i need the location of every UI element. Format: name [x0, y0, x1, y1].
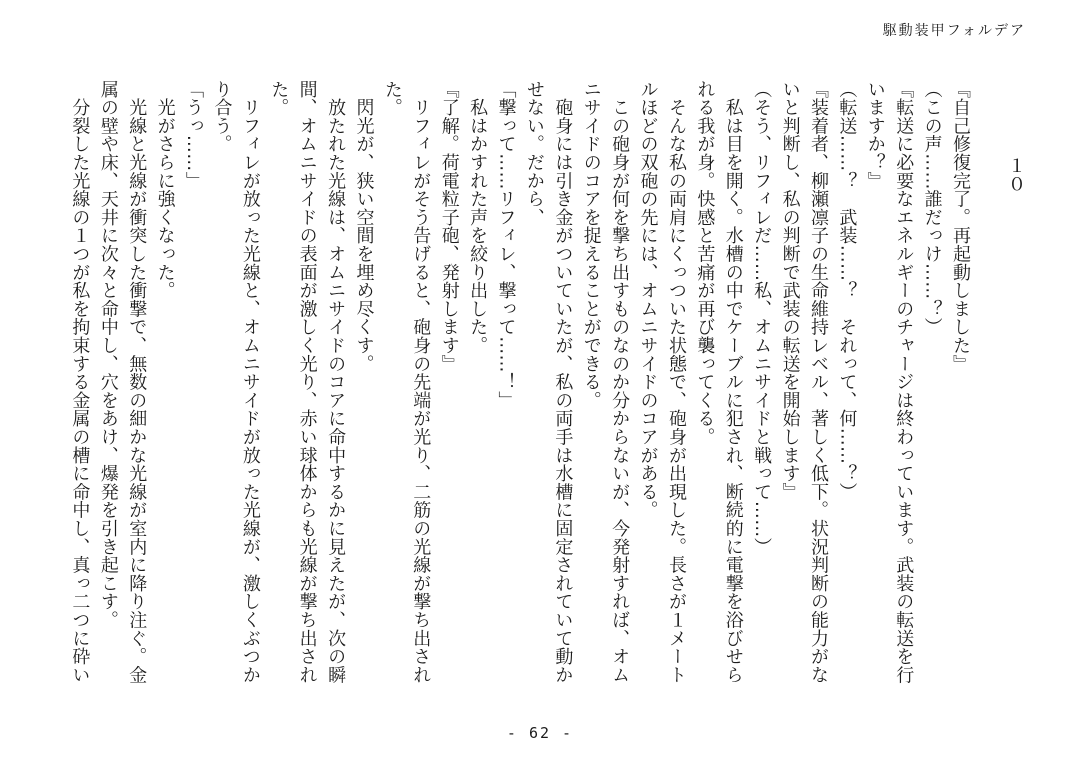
page-number-footer: - 62 -: [506, 724, 574, 742]
text-line: リフィレがそう告げると、砲身の先端が光り、二筋の光線が撃ち出され: [410, 80, 432, 684]
text-line: ニサイドのコアを捉えることができる。: [580, 80, 602, 410]
vertical-text-body: [64, 80, 974, 694]
text-line: この砲身が何を撃ち出すものなのか分からないが、今発射すれば、オム: [609, 80, 631, 684]
text-line: 光がさらに強くなった。: [154, 80, 176, 300]
text-line: れる我が身。快感と苦痛が再び襲ってくる。: [694, 80, 716, 446]
text-line: 『了解。荷電粒子砲、発射します』: [438, 80, 460, 373]
text-line: そんな私の両肩にくっついた状態で、砲身が出現した。長さが１メート: [665, 80, 687, 684]
text-line: 砲身には引き金がついていたが、私の両手は水槽に固定されていて動か: [552, 80, 574, 684]
text-line: 閃光が、狭い空間を埋め尽くす。: [353, 80, 375, 373]
text-line: 「うっ……」: [183, 80, 205, 190]
text-line: 『装着者、柳瀬凛子の生命維持レベル、著しく低下。状況判断の能力がな: [807, 80, 829, 684]
text-line: リフィレが放った光線と、オムニサイドが放った光線が、激しくぶつか: [239, 80, 261, 684]
text-line: 光線と光線が衝突した衝撃で、無数の細かな光線が室内に降り注ぐ。金: [126, 80, 148, 684]
text-line: 『自己修復完了。再起動しました』: [950, 80, 971, 373]
text-line: （そう、リフィレだ……私、オムニサイドと戦って……）: [751, 80, 773, 556]
text-line: （この声……誰だっけ……？）: [921, 80, 943, 337]
text-line: 間、オムニサイドの表面が激しく光り、赤い球体からも光線が撃ち出され: [296, 80, 318, 684]
text-line: 私は目を開く。水槽の中でケーブルに犯され、断続的に電撃を浴びせら: [722, 80, 744, 684]
text-line: （転送……？ 武装……？ それって、何……？）: [836, 80, 858, 501]
text-line: 放たれた光線は、オムニサイドのコアに命中するかに見えたが、次の瞬: [325, 80, 347, 684]
section-number: １０: [1005, 156, 1026, 194]
text-line: 属の壁や床、天井に次々と命中し、穴をあけ、爆発を引き起こす。: [97, 80, 119, 629]
text-line: ルほどの双砲の先には、オムニサイドのコアがある。: [637, 80, 659, 520]
text-line: いと判断し、私の判断で武装の転送を開始します』: [779, 80, 801, 501]
text-line: 「撃って……リフィレ、撃って……！」: [495, 80, 517, 410]
text-line: 『転送に必要なエネルギーのチャージは終わっています。武装の転送を行: [893, 80, 915, 684]
text-line: た。: [268, 80, 290, 117]
text-line: いますか？』: [864, 80, 886, 190]
text-line: せない。だから、: [523, 80, 545, 227]
text-line: 私はかすれた声を絞り出した。: [467, 80, 489, 355]
text-line: 分裂した光線の１つが私を拘束する金属の槽に命中し、真っ二つに砕い: [69, 80, 91, 684]
text-line: り合う。: [211, 80, 233, 154]
running-header-title: 駆動装甲フォルデア: [882, 23, 1026, 39]
text-line: た。: [381, 80, 403, 117]
